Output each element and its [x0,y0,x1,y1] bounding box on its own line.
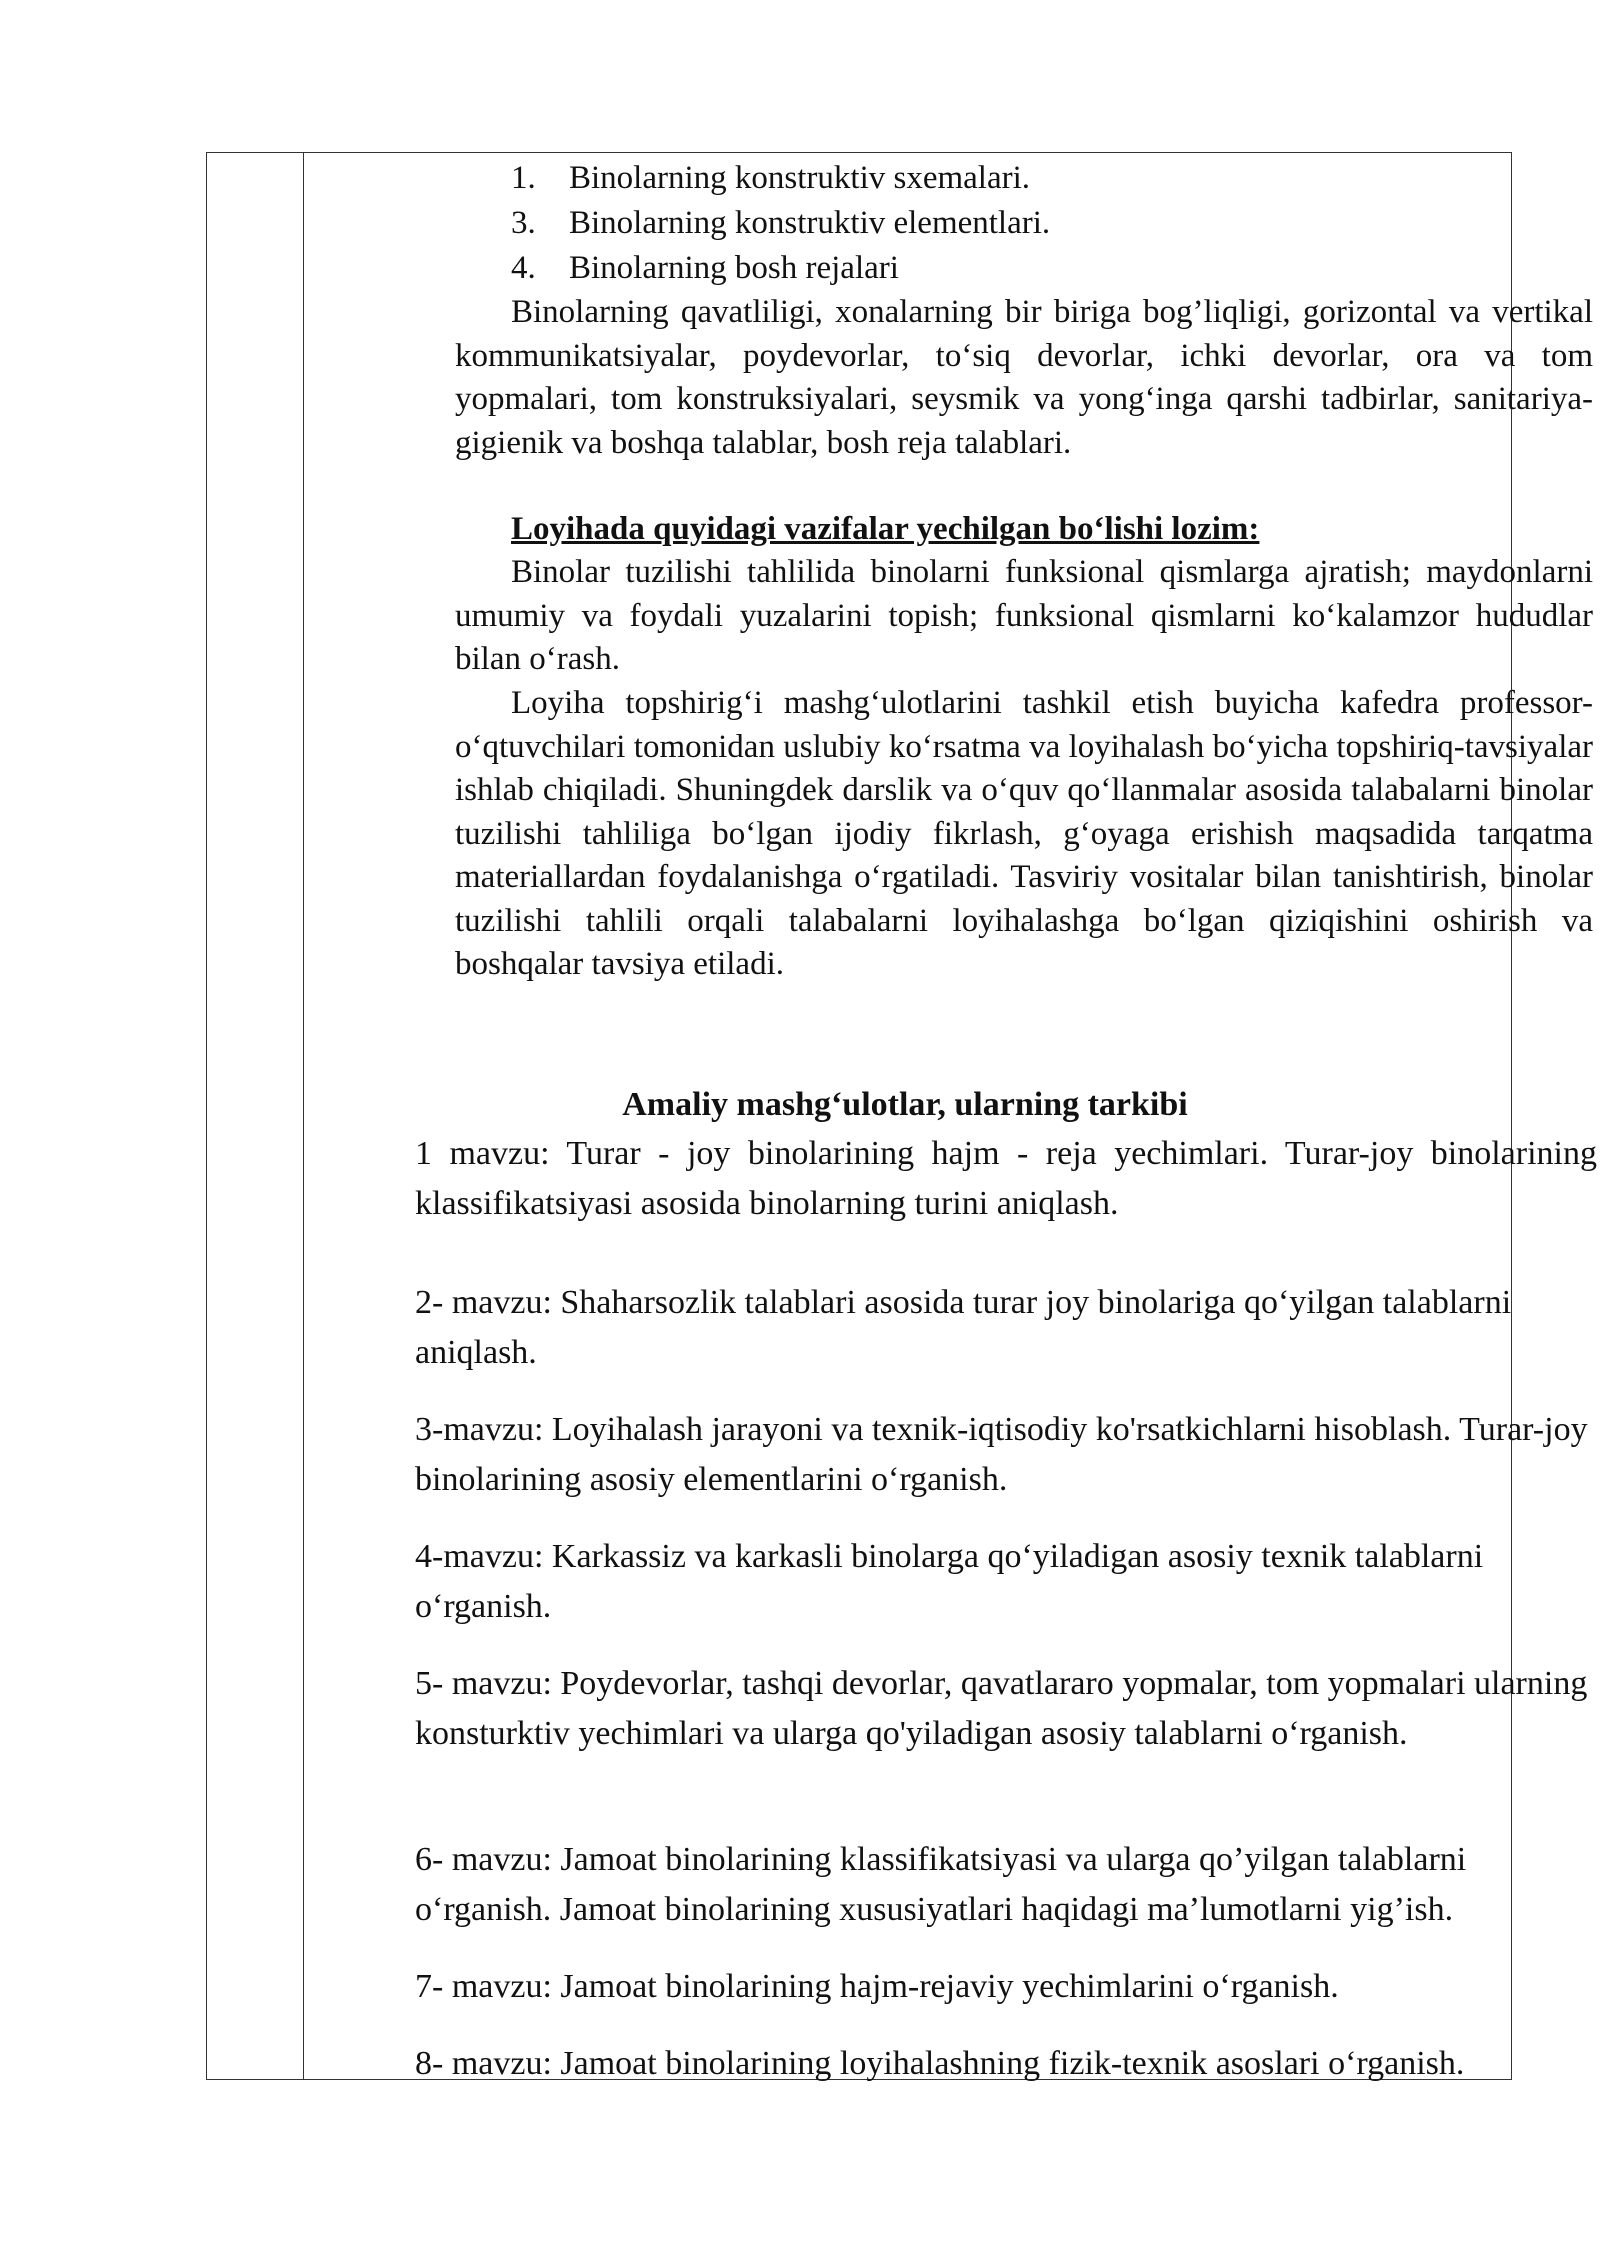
paragraph-tasks: Binolar tuzilishi tahlilida binolarni funksional qismlarga ajratish; maydonlarni umumiy va foydali yuzalarini topish; funksional qismlarni ko‘kalamzor hududlar bilan o‘rash. [455,554,1593,677]
topic-item: 3-mavzu: Loyihalash jarayoni va texnik-iqtisodiy ko'rsatkichlarni hisoblash. Turar-joy binolarining asosiy elementlarini o‘rganish. [415,1411,1588,1498]
list-item [511,247,1411,292]
list-number: 1. [511,160,536,196]
content-table [206,152,1597,2082]
topic-item: 4-mavzu: Karkassiz va karkasli binolarga qo‘yiladigan asosiy texnik talablarni o‘rganish. [415,1538,1484,1625]
list-number: 3. [511,205,536,241]
practical-heading: Amaliy mashg‘ulotlar, ularning tarkibi [622,1086,1188,1123]
list-number: 4. [511,250,536,286]
content-cell [305,153,1597,2082]
list-text: Binolarning bosh rejalari [569,250,899,286]
topic-item: 8- mavzu: Jamoat binolarining loyihalashning fizik-texnik asoslari o‘rganish. [415,2045,1465,2082]
paragraph-requirements: Binolarning qavatliligi, xonalarning bir biriga bog’liqligi, gorizontal va vertikal kommunikatsiyalar, poydevorlar, to‘siq devorlar, ichki devorlar, ora va tom yopmalari, tom konstruksiyalari, seysmik va yong‘inga qarshi tadbirlar, sanitariya-gigienik va boshqa talablar, bosh reja talablari. [455,294,1593,461]
list-text: Binolarning konstruktiv sxemalari. [569,160,1031,196]
list-item [511,202,1411,247]
topic-item: 1 mavzu: Turar - joy binolarining hajm - reja yechimlari. Turar-joy binolarining klassifikatsiyasi asosida binolarning turini aniqlash. [415,1135,1597,1222]
list-item [511,157,1411,202]
topic-item: 5- mavzu: Poydevorlar, tashqi devorlar, qavatlararo yopmalar, tom yopmalari ularning konsturktiv yechimlari va ularga qo'yiladigan asosiy talablarni o‘rganish. [415,1665,1588,1752]
column-divider [303,153,304,2079]
tasks-heading: Loyihada quyidagi vazifalar yechilgan bo‘lishi lozim: [511,511,1260,547]
numbered-list [511,157,1411,292]
list-text: Binolarning konstruktiv elementlari. [569,205,1051,241]
paragraph-assignment: Loyiha topshirig‘i mashg‘ulotlarini tashkil etish buyicha kafedra professor-o‘qtuvchilari tomonidan uslubiy ko‘rsatma va loyihalash bo‘yicha topshiriq-tavsiyalar ishlab chiqiladi. Shuningdek darslik va o‘quv qo‘llanmalar asosida talabalarni binolar tuzilishi tahliliga bo‘lgan ijodiy fikrlash, g‘oyaga erishish maqsadida tarqatma materiallardan foydalanishga o‘rgatiladi. Tasviriy vositalar bilan tanishtirish, binolar tuzilishi tahlili orqali talabalarni loyihalashga bo‘lgan qiziqishini oshirish va boshqalar tavsiya etiladi. [455,685,1593,982]
topic-item: 6- mavzu: Jamoat binolarining klassifikatsiyasi va ularga qo’yilgan talablarni o‘rganish. Jamoat binolarining xususiyatlari haqidagi ma’lumotlarni yig’ish. [415,1841,1467,1928]
topic-item: 2- mavzu: Shaharsozlik talablari asosida turar joy binolariga qo‘yilgan talablarni aniqlash. [415,1284,1512,1371]
topic-item: 7- mavzu: Jamoat binolarining hajm-rejaviy yechimlarini o‘rganish. [415,1968,1339,2005]
